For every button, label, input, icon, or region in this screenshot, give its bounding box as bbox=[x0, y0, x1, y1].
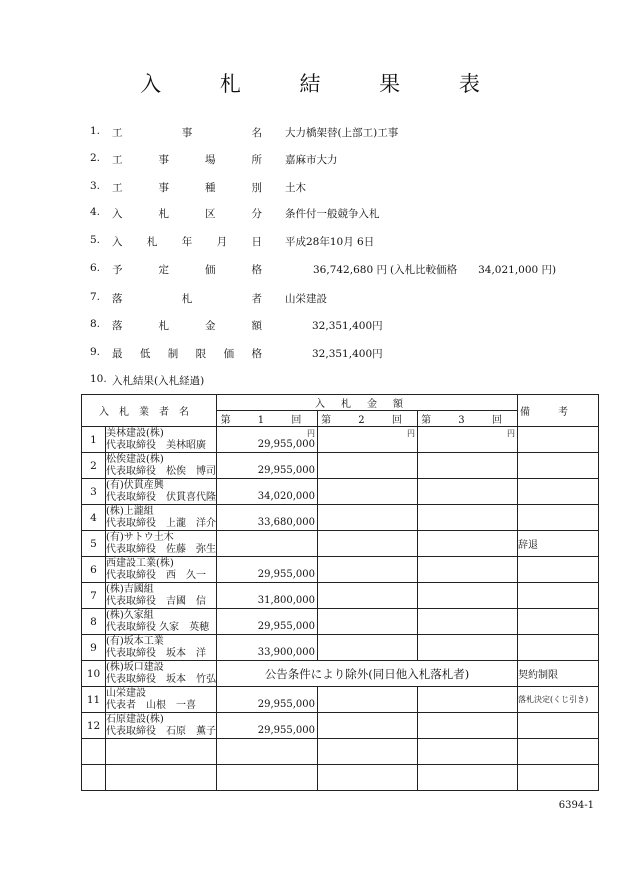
bidder-representative: 代表取締役 坂本 竹弘 bbox=[106, 673, 216, 685]
note-cell bbox=[518, 713, 599, 739]
info-label-char: 価 bbox=[205, 264, 216, 276]
info-number: 2. bbox=[90, 152, 101, 164]
info-number: 10. bbox=[90, 373, 107, 385]
note-cell bbox=[518, 453, 599, 479]
page-title: 入 札 結 果 表 bbox=[140, 72, 506, 96]
table-row bbox=[82, 505, 599, 531]
info-number: 5. bbox=[90, 234, 101, 246]
yen-unit: 円 bbox=[507, 429, 515, 438]
bid-amount: 29,955,000 bbox=[257, 725, 315, 736]
bidder-cell bbox=[106, 531, 217, 557]
info-value: 32,351,400円 bbox=[312, 320, 383, 332]
row-number: 9 bbox=[82, 635, 106, 661]
info-label bbox=[112, 373, 312, 388]
bidder-representative: 代表取締役 坂本 洋 bbox=[106, 647, 206, 659]
bidder-cell bbox=[106, 635, 217, 661]
bidder-cell bbox=[106, 661, 217, 687]
info-label-char: 月 bbox=[216, 236, 228, 248]
bidder-representative: 代表取締役 吉國 信 bbox=[106, 595, 206, 607]
info-label-char: 名 bbox=[251, 127, 262, 139]
info-label bbox=[112, 291, 262, 306]
bid-round-2 bbox=[318, 635, 418, 661]
row-number: 1 bbox=[82, 427, 106, 453]
header-round-2: 第 2 回 bbox=[318, 411, 418, 427]
empty-cell bbox=[82, 739, 106, 765]
bidder-cell bbox=[106, 583, 217, 609]
bid-round-3 bbox=[418, 635, 518, 661]
note-cell bbox=[518, 609, 599, 635]
row-number: 2 bbox=[82, 453, 106, 479]
note-cell bbox=[518, 505, 599, 531]
bid-round-2 bbox=[318, 713, 418, 739]
bidder-company: (株)坂口建設 bbox=[106, 661, 164, 673]
info-label-char: 入 bbox=[112, 208, 123, 220]
info-value: 土木 bbox=[285, 182, 306, 194]
bid-round-1 bbox=[217, 687, 318, 713]
info-label-char: 工 bbox=[112, 127, 123, 139]
bid-round-3 bbox=[418, 453, 518, 479]
info-label-char: 別 bbox=[251, 182, 262, 194]
bid-round-2 bbox=[318, 609, 418, 635]
yen-unit: 円 bbox=[407, 429, 415, 438]
bid-round-1 bbox=[217, 609, 318, 635]
empty-cell bbox=[318, 739, 418, 765]
info-label-char: 入札結果(入札経過) bbox=[112, 375, 205, 387]
bid-round-2 bbox=[318, 531, 418, 557]
bid-round-3 bbox=[418, 609, 518, 635]
bidder-cell bbox=[106, 557, 217, 583]
bid-round-2 bbox=[318, 583, 418, 609]
exclusion-note: 公告条件により除外(同日他入札落札者) bbox=[217, 661, 518, 687]
bidder-representative: 代表取締役 美林昭廣 bbox=[106, 439, 206, 451]
table-row bbox=[82, 427, 599, 453]
table-row bbox=[82, 479, 599, 505]
info-label-char: 札 bbox=[181, 293, 193, 305]
header-bidder-name: 入札業者名 bbox=[82, 395, 217, 427]
bid-amount: 33,900,000 bbox=[257, 647, 315, 658]
table-row bbox=[82, 557, 599, 583]
bidder-representative: 代表者 山根 一喜 bbox=[106, 699, 196, 711]
bid-round-1 bbox=[217, 453, 318, 479]
bid-round-1 bbox=[217, 427, 318, 453]
info-number: 3. bbox=[90, 180, 101, 192]
empty-cell bbox=[418, 739, 518, 765]
info-value: 大力橋架替(上部工)工事 bbox=[285, 127, 399, 139]
header-bid-amount: 入札金額 bbox=[217, 395, 518, 411]
info-value: 嘉麻市大力 bbox=[285, 154, 338, 166]
bid-round-3 bbox=[418, 687, 518, 713]
bidder-company: (株)久家組 bbox=[106, 609, 154, 621]
table-row bbox=[82, 453, 599, 479]
bidder-company: (株)上瀧組 bbox=[106, 505, 154, 517]
table-row bbox=[82, 765, 599, 791]
header-note: 備考 bbox=[518, 395, 599, 427]
bidder-cell bbox=[106, 479, 217, 505]
row-number: 12 bbox=[82, 713, 106, 739]
table-row bbox=[82, 609, 599, 635]
info-label-char: 落 bbox=[112, 293, 123, 305]
info-label-char: 低 bbox=[139, 348, 151, 360]
info-number: 1. bbox=[90, 125, 101, 137]
bidder-company: (有)サトウ土木 bbox=[106, 531, 174, 543]
row-number: 3 bbox=[82, 479, 106, 505]
note-cell bbox=[518, 479, 599, 505]
info-label bbox=[112, 346, 262, 361]
info-label-char: 事 bbox=[181, 127, 193, 139]
empty-cell bbox=[106, 739, 217, 765]
info-label-char: 者 bbox=[251, 293, 262, 305]
info-value: 山栄建設 bbox=[285, 293, 327, 305]
bidder-company: (有)伏貫産興 bbox=[106, 479, 164, 491]
bidder-cell bbox=[106, 427, 217, 453]
table-row bbox=[82, 739, 599, 765]
bid-round-1 bbox=[217, 713, 318, 739]
info-number: 6. bbox=[90, 262, 101, 274]
info-subvalue: (入札比較価格 34,021,000 円) bbox=[390, 264, 557, 276]
bid-round-3 bbox=[418, 479, 518, 505]
row-number: 6 bbox=[82, 557, 106, 583]
note-cell bbox=[518, 427, 599, 453]
note-cell bbox=[518, 635, 599, 661]
info-label bbox=[112, 318, 262, 333]
note-cell bbox=[518, 583, 599, 609]
table-row bbox=[82, 713, 599, 739]
info-label-char: 年 bbox=[181, 236, 193, 248]
note-cell: 落札決定(くじ引き) bbox=[518, 687, 599, 713]
info-label-char: 落 bbox=[112, 320, 123, 332]
info-label bbox=[112, 152, 262, 167]
bid-round-3 bbox=[418, 583, 518, 609]
bidder-cell bbox=[106, 453, 217, 479]
header-round-3: 第 3 回 bbox=[418, 411, 518, 427]
info-label-char: 事 bbox=[158, 154, 169, 166]
empty-cell bbox=[518, 739, 599, 765]
bid-round-1 bbox=[217, 557, 318, 583]
empty-cell bbox=[318, 765, 418, 791]
info-label-char: 工 bbox=[112, 154, 123, 166]
info-label-char: 札 bbox=[158, 208, 169, 220]
info-label bbox=[112, 262, 262, 277]
bid-amount: 31,800,000 bbox=[257, 595, 315, 606]
bid-amount: 29,955,000 bbox=[257, 699, 315, 710]
row-number: 10 bbox=[82, 661, 106, 687]
empty-cell bbox=[217, 739, 318, 765]
info-label bbox=[112, 206, 262, 221]
bid-round-1 bbox=[217, 531, 318, 557]
bidder-company: 美林建設(株) bbox=[106, 427, 164, 439]
info-label-char: 価 bbox=[223, 348, 235, 360]
info-label bbox=[112, 234, 262, 249]
bid-round-1 bbox=[217, 583, 318, 609]
bid-round-3 bbox=[418, 557, 518, 583]
yen-unit: 円 bbox=[307, 429, 315, 438]
empty-cell bbox=[217, 765, 318, 791]
row-number: 11 bbox=[82, 687, 106, 713]
header-round-1: 第 1 回 bbox=[217, 411, 318, 427]
bid-amount: 29,955,000 bbox=[257, 621, 315, 632]
bidder-cell bbox=[106, 505, 217, 531]
bidder-representative: 代表取締役 久家 英穂 bbox=[106, 621, 210, 633]
bid-amount: 34,020,000 bbox=[257, 491, 315, 502]
info-label-char: 格 bbox=[251, 348, 262, 360]
info-label-char: 札 bbox=[158, 320, 169, 332]
table-row bbox=[82, 635, 599, 661]
bidder-company: 松俟建設(株) bbox=[106, 453, 164, 465]
info-value: 36,742,680 円 bbox=[313, 264, 387, 276]
info-label-char: 工 bbox=[112, 182, 123, 194]
bid-results-table bbox=[81, 394, 599, 791]
row-number: 4 bbox=[82, 505, 106, 531]
info-label-char: 格 bbox=[251, 264, 262, 276]
info-label-char: 制 bbox=[167, 348, 179, 360]
bidder-company: 山栄建設 bbox=[106, 687, 146, 699]
info-number: 4. bbox=[90, 206, 101, 218]
info-label-char: 定 bbox=[158, 264, 169, 276]
bidder-representative: 代表取締役 西 久一 bbox=[106, 569, 206, 581]
bid-round-1 bbox=[217, 505, 318, 531]
row-number: 8 bbox=[82, 609, 106, 635]
empty-cell bbox=[418, 765, 518, 791]
bid-round-3 bbox=[418, 505, 518, 531]
info-label bbox=[112, 180, 262, 195]
empty-cell bbox=[106, 765, 217, 791]
note-cell: 契約制限 bbox=[518, 661, 599, 687]
bidder-company: (株)吉國組 bbox=[106, 583, 154, 595]
bid-amount: 29,955,000 bbox=[257, 569, 315, 580]
info-label-char: 日 bbox=[251, 236, 262, 248]
info-value: 平成28年10月 6日 bbox=[285, 236, 375, 248]
bidder-representative: 代表取締役 上瀧 洋介 bbox=[106, 517, 216, 529]
info-label-char: 所 bbox=[251, 154, 262, 166]
bid-round-2 bbox=[318, 687, 418, 713]
table-row bbox=[82, 687, 599, 713]
bid-amount: 29,955,000 bbox=[257, 465, 315, 476]
bidder-representative: 代表取締役 石原 薫子 bbox=[106, 725, 216, 737]
row-number: 7 bbox=[82, 583, 106, 609]
info-label-char: 場 bbox=[205, 154, 216, 166]
bid-round-3 bbox=[418, 531, 518, 557]
bidder-representative: 代表取締役 松俟 博司 bbox=[106, 465, 216, 477]
bid-amount: 33,680,000 bbox=[257, 517, 315, 528]
bid-round-1 bbox=[217, 635, 318, 661]
table-row bbox=[82, 531, 599, 557]
info-label-char: 事 bbox=[158, 182, 169, 194]
info-label-char: 予 bbox=[112, 264, 123, 276]
info-label bbox=[112, 125, 262, 140]
empty-cell bbox=[518, 765, 599, 791]
bid-round-2 bbox=[318, 505, 418, 531]
info-value: 32,351,400円 bbox=[312, 348, 383, 360]
info-number: 8. bbox=[90, 318, 101, 330]
bid-round-1 bbox=[217, 479, 318, 505]
bid-round-2 bbox=[318, 453, 418, 479]
note-cell: 辞退 bbox=[518, 531, 599, 557]
bid-round-2 bbox=[318, 427, 418, 453]
bidder-cell bbox=[106, 713, 217, 739]
info-label-char: 最 bbox=[112, 348, 123, 360]
table-row bbox=[82, 661, 599, 687]
bid-round-3 bbox=[418, 427, 518, 453]
bid-round-2 bbox=[318, 557, 418, 583]
bidder-company: (有)坂本工業 bbox=[106, 635, 164, 647]
info-number: 7. bbox=[90, 291, 101, 303]
bid-amount: 29,955,000 bbox=[257, 439, 315, 450]
info-label-char: 金 bbox=[205, 320, 216, 332]
bid-round-2 bbox=[318, 479, 418, 505]
table-row bbox=[82, 583, 599, 609]
empty-cell bbox=[82, 765, 106, 791]
bidder-representative: 代表取締役 佐藤 弥生 bbox=[106, 543, 216, 555]
note-cell bbox=[518, 557, 599, 583]
info-label-char: 種 bbox=[205, 182, 216, 194]
row-number: 5 bbox=[82, 531, 106, 557]
info-label-char: 限 bbox=[195, 348, 207, 360]
info-label-char: 区 bbox=[205, 208, 216, 220]
page-number: 6394-1 bbox=[558, 800, 594, 811]
bidder-cell bbox=[106, 687, 217, 713]
info-label-char: 分 bbox=[251, 208, 262, 220]
info-number: 9. bbox=[90, 346, 101, 358]
bid-round-3 bbox=[418, 713, 518, 739]
info-label-char: 入 bbox=[112, 236, 123, 248]
info-label-char: 札 bbox=[146, 236, 158, 248]
bidder-representative: 代表取締役 伏貫喜代隆 bbox=[106, 491, 216, 503]
bidder-company: 西建設工業(株) bbox=[106, 557, 174, 569]
bidder-cell bbox=[106, 609, 217, 635]
bidder-company: 石原建設(株) bbox=[106, 713, 164, 725]
info-value: 条件付一般競争入札 bbox=[285, 208, 380, 220]
info-label-char: 額 bbox=[251, 320, 262, 332]
